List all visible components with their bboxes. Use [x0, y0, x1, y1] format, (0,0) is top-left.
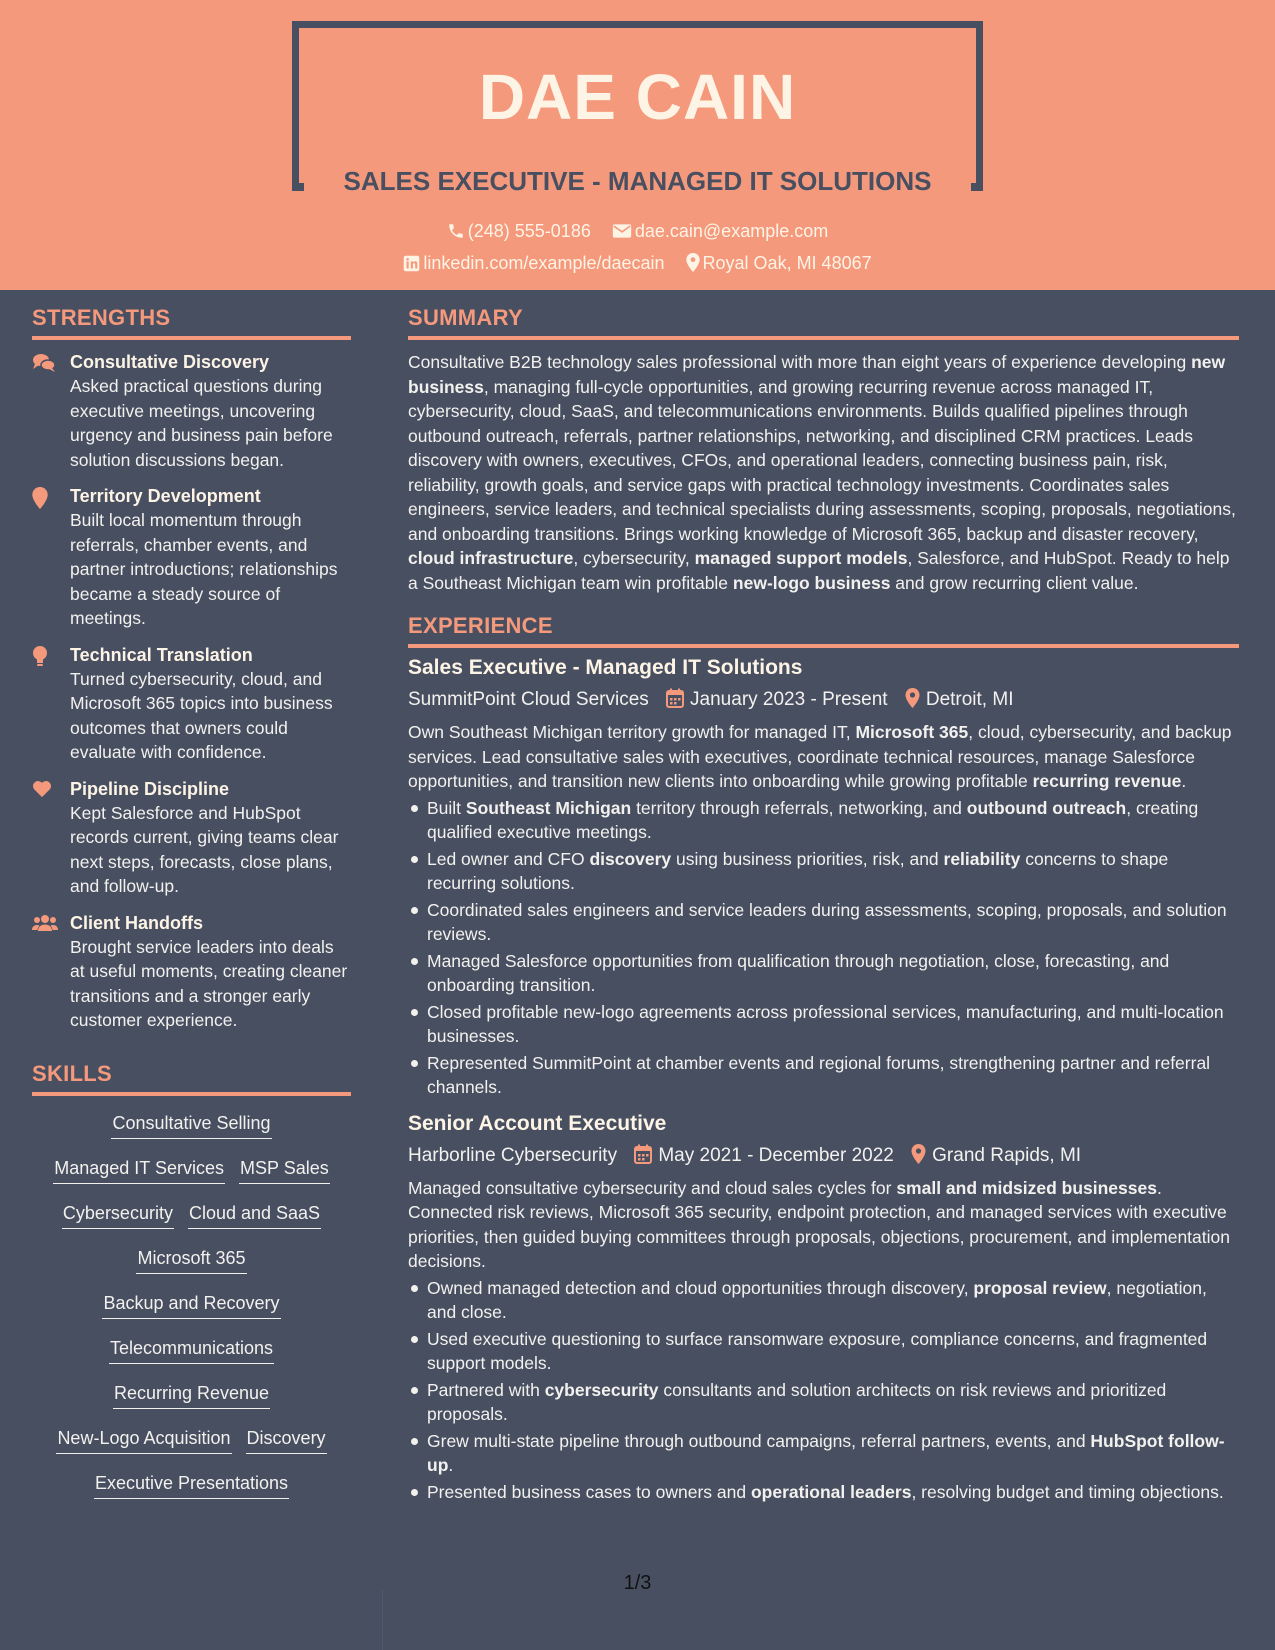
- strengths-list: [32, 350, 351, 1033]
- skill-row: [32, 1110, 351, 1142]
- skill-tag: New-Logo Acquisition: [56, 1425, 231, 1454]
- skill-row: [32, 1380, 351, 1412]
- location-item: [686, 253, 872, 274]
- summary-heading: SUMMARY: [408, 305, 1239, 340]
- job-bullet: Led owner and CFO discovery using business priorities, risk, and reliability concerns to shape recurring solutions.: [408, 847, 1239, 896]
- skill-tag: Microsoft 365: [136, 1245, 246, 1274]
- job-company: SummitPoint Cloud Services: [408, 689, 649, 710]
- summary-text: Consultative B2B technology sales professional with more than eight years of experience developing new business, managing full-cycle opportunities, and growing recurring revenue across managed IT, cybersecurity, cloud, SaaS, and telecommunications environments. Builds qualified pipelines through outbound outreach, referrals, partner relationships, networking, and disciplined CRM practices. Leads discovery with owners, executives, CFOs, and operational leaders, connecting business pain, risk, reliability, growth goals, and service gaps with practical technology investments. Coordinates sales engineers, service leaders, and technical specialists during assessments, scoping, proposals, negotiations, and onboarding transitions. Brings working knowledge of Microsoft 365, backup and disaster recovery, cloud infrastructure, cybersecurity, managed support models, Salesforce, and HubSpot. Ready to help a Southeast Michigan team win profitable new-logo business and grow recurring client value.: [408, 352, 1236, 593]
- strength-title: Client Handoffs: [70, 912, 203, 933]
- linkedin-text: linkedin.com/example/daecain: [423, 253, 665, 273]
- right-column: [408, 305, 1239, 1506]
- strength-description: Brought service leaders into deals at useful moments, creating cleaner transitions and a stronger early customer experience.: [70, 936, 348, 1030]
- phone-text: (248) 555-0186: [467, 221, 591, 241]
- job-bullet: Partnered with cybersecurity consultants and solution architects on risk reviews and prioritized proposals.: [408, 1378, 1239, 1427]
- skill-row: [32, 1470, 351, 1502]
- contact-row-1: [0, 221, 1275, 242]
- map-pin-icon: [686, 253, 700, 272]
- skill-tag: Discovery: [246, 1425, 327, 1454]
- linkedin-item[interactable]: [403, 253, 664, 274]
- comments-icon: [32, 350, 70, 472]
- job-description: Managed consultative cybersecurity and cloud sales cycles for small and midsized businesses. Connected risk reviews, Microsoft 365 security, endpoint protection, and managed services with executive priorities, then guided buying committees through proposals, objections, procurement, and implementation decisions.: [408, 1177, 1230, 1271]
- experience-heading: EXPERIENCE: [408, 613, 1239, 648]
- skill-row: [32, 1425, 351, 1457]
- column-divider: [382, 1590, 383, 1650]
- job-bullet: Represented SummitPoint at chamber events and regional forums, strengthening partner and referral channels.: [408, 1051, 1239, 1100]
- linkedin-icon: [403, 255, 420, 272]
- skill-row: [32, 1155, 351, 1187]
- strength-title: Consultative Discovery: [70, 352, 270, 372]
- skill-tag: Managed IT Services: [53, 1155, 225, 1184]
- skills-list: [32, 1110, 351, 1502]
- strengths-heading: STRENGTHS: [32, 305, 351, 340]
- email-text: dae.cain@example.com: [634, 221, 829, 241]
- job-bullet: Presented business cases to owners and operational leaders, resolving budget and timing objections.: [408, 1480, 1239, 1505]
- skill-tag: Telecommunications: [109, 1335, 274, 1364]
- calendar-icon: [666, 688, 684, 708]
- skill-tag: Recurring Revenue: [113, 1380, 270, 1409]
- candidate-name: DAE CAIN: [478, 61, 797, 133]
- skill-row: [32, 1335, 351, 1367]
- contact-row-2: [0, 253, 1275, 274]
- map-pin-icon: [905, 688, 920, 708]
- strength-description: Asked practical questions during executive meetings, uncovering urgency and business pain before solution discussions began.: [70, 376, 333, 470]
- job-bullet: Built Southeast Michigan territory through referrals, networking, and outbound outreach, creating qualified executive meetings.: [408, 796, 1239, 845]
- strength-title: Pipeline Discipline: [70, 778, 230, 799]
- job-location: Detroit, MI: [925, 689, 1014, 710]
- job-bullets: [408, 1276, 1239, 1505]
- skill-row: [32, 1200, 351, 1232]
- job-bullet: Managed Salesforce opportunities from qualification through negotiation, close, forecasting, and onboarding transition.: [408, 949, 1239, 998]
- experience-list: [408, 654, 1239, 1504]
- job-title: Senior Account Executive: [408, 1111, 667, 1135]
- job-description: Own Southeast Michigan territory growth for managed IT, Microsoft 365, cloud, cybersecurity, and backup services. Lead consultative sales with executives, coordinate technical resources, manage Salesforce opportunities, and transition new clients into onboarding while growing profitable recurring revenue.: [408, 722, 1232, 791]
- job-bullet: Grew multi-state pipeline through outbound campaigns, referral partners, events, and HubSpot follow-up.: [408, 1429, 1239, 1478]
- job-title: Sales Executive - Managed IT Solutions: [408, 656, 803, 679]
- job-bullet: Used executive questioning to surface ransomware exposure, compliance concerns, and fragmented support models.: [408, 1327, 1239, 1376]
- email-item[interactable]: [612, 221, 828, 242]
- strength-title: Territory Development: [70, 486, 261, 506]
- heart-icon: [32, 777, 70, 899]
- job-bullets: [408, 796, 1239, 1100]
- job-bullet: Owned managed detection and cloud opportunities through discovery, proposal review, negotiation, and close.: [408, 1276, 1239, 1325]
- job-dates: May 2021 - December 2022: [658, 1144, 894, 1166]
- job-company: Harborline Cybersecurity: [408, 1144, 618, 1166]
- left-column: [32, 305, 351, 1515]
- job-location: Grand Rapids, MI: [932, 1144, 1082, 1166]
- phone-icon: [447, 222, 465, 240]
- strength-description: Built local momentum through referrals, chamber events, and partner introductions; relationships became a steady source of meetings.: [70, 510, 338, 628]
- skill-row: [32, 1290, 351, 1322]
- job-meta: [408, 686, 1239, 714]
- calendar-icon: [634, 1144, 652, 1164]
- skill-tag: MSP Sales: [239, 1155, 330, 1184]
- skill-tag: Backup and Recovery: [102, 1290, 280, 1319]
- page-number: 1/3: [623, 1572, 652, 1594]
- job-entry: [408, 1110, 1239, 1505]
- envelope-icon: [612, 222, 632, 240]
- skill-tag: Consultative Selling: [111, 1110, 271, 1139]
- skill-tag: Cybersecurity: [62, 1200, 174, 1229]
- skills-section: [32, 1061, 351, 1502]
- strength-title: Technical Translation: [70, 644, 253, 665]
- users-icon: [32, 911, 70, 1033]
- lightbulb-icon: [32, 643, 70, 765]
- skill-row: [32, 1245, 351, 1277]
- strength-item: [32, 777, 351, 899]
- skill-tag: Executive Presentations: [94, 1470, 289, 1499]
- strength-item: [32, 643, 351, 765]
- phone-item[interactable]: [447, 221, 591, 242]
- strength-description: Kept Salesforce and HubSpot records current, giving teams clear next steps, forecasts, close plans, and follow-up.: [70, 802, 339, 896]
- skills-heading: SKILLS: [32, 1061, 351, 1096]
- job-dates: January 2023 - Present: [690, 689, 888, 710]
- location-text: Royal Oak, MI 48067: [702, 253, 872, 273]
- strength-item: [32, 911, 351, 1033]
- job-meta: [408, 1142, 1239, 1170]
- job-bullet: Coordinated sales engineers and service leaders during assessments, scoping, proposals, and solution reviews.: [408, 898, 1239, 947]
- map-pin-icon: [32, 484, 70, 631]
- skill-tag: Cloud and SaaS: [188, 1200, 321, 1229]
- job-entry: [408, 654, 1239, 1100]
- strength-item: [32, 350, 351, 472]
- strength-item: [32, 484, 351, 631]
- strength-description: Turned cybersecurity, cloud, and Microsoft 365 topics into business outcomes that owners could evaluate with confidence.: [70, 668, 333, 762]
- job-bullet: Closed profitable new-logo agreements across professional services, manufacturing, and multi-location businesses.: [408, 1000, 1239, 1049]
- candidate-title: SALES EXECUTIVE - MANAGED IT SOLUTIONS: [343, 166, 932, 196]
- map-pin-icon: [911, 1144, 926, 1164]
